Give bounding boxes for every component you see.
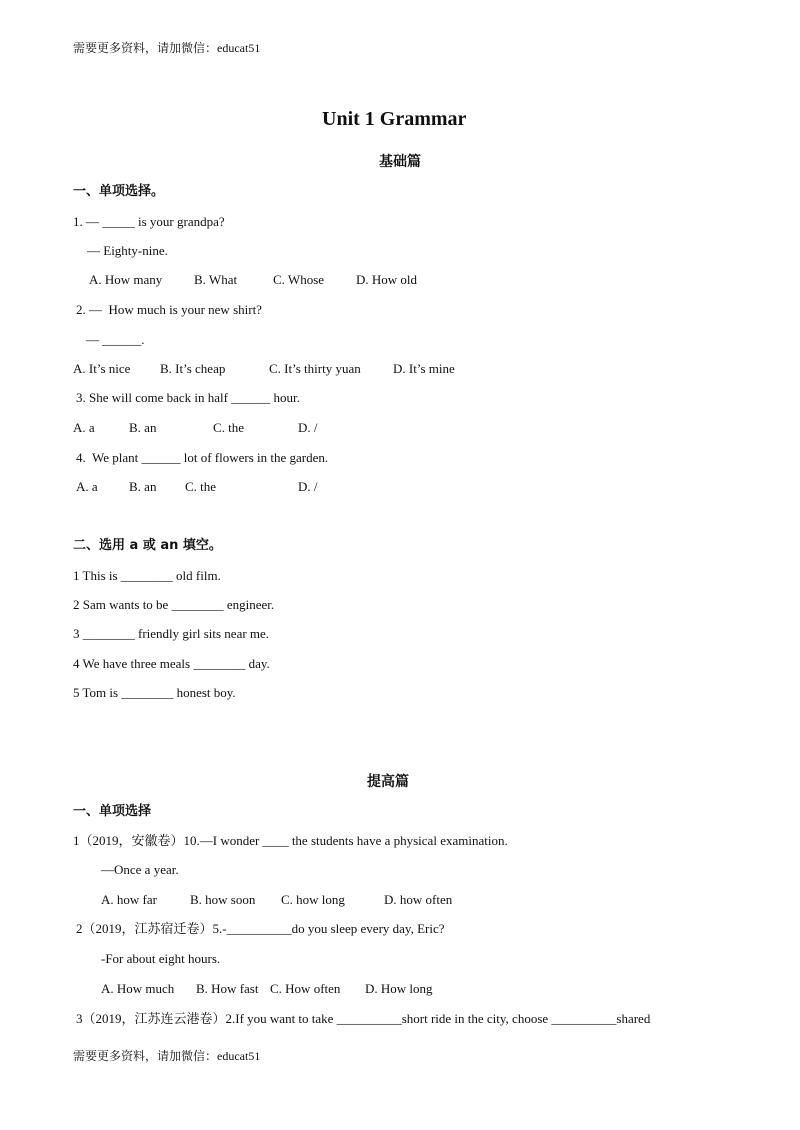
option-a: A. a [73,420,95,435]
question-answer: —Once a year. [101,862,179,877]
option-d: D. How old [356,272,418,287]
basic-part1-heading: 一、单项选择。 [73,184,165,199]
option-c: C. the [213,420,245,435]
option-c: C. the [185,479,217,494]
question-stem: 1（2019，安徽卷）10.—I wonder ____ the students have a physical examination. [73,833,508,848]
option-a: A. How many [89,272,163,287]
option-a: A. It’s nice [73,361,131,376]
question-answer: — ______. [86,332,145,347]
option-d: D. / [298,420,318,435]
advanced-section-heading: 提高篇 [367,774,409,790]
option-a: A. How much [101,981,175,996]
page-title: Unit 1 Grammar [322,108,467,130]
question-stem: 3. She will come back in half ______ hour. [76,390,300,405]
question-stem: 3（2019，江苏连云港卷）2.If you want to take __________short ride in the city, choose __________shared [76,1011,651,1026]
option-b: B. an [129,479,157,494]
option-c: C. how long [281,892,345,907]
option-c: C. How often [270,981,341,996]
fill-in-item: 1 This is ________ old film. [73,568,221,583]
question-stem: 2（2019，江苏宿迁卷）5.-__________do you sleep every day, Eric? [76,921,445,936]
option-b: B. What [194,272,238,287]
fill-in-item: 5 Tom is ________ honest boy. [73,685,236,700]
page-header: 需要更多资料，请加微信：educat51 [73,41,261,55]
fill-in-item: 2 Sam wants to be ________ engineer. [73,597,275,612]
option-d: D. / [298,479,318,494]
option-b: B. How fast [196,981,259,996]
fill-in-item: 4 We have three meals ________ day. [73,656,270,671]
option-d: D. It’s mine [393,361,455,376]
option-c: C. It’s thirty yuan [269,361,361,376]
basic-section-heading: 基础篇 [379,154,421,170]
advanced-part1-heading: 一、单项选择 [73,804,152,819]
option-b: B. It’s cheap [160,361,226,376]
option-b: B. an [129,420,157,435]
option-d: D. how often [384,892,453,907]
question-answer: -For about eight hours. [101,951,221,966]
question-answer: — Eighty-nine. [87,243,168,258]
basic-part2-heading: 二、选用 a 或 an 填空。 [73,538,222,553]
option-b: B. how soon [190,892,256,907]
option-c: C. Whose [273,272,325,287]
question-stem: 2. — How much is your new shirt? [76,302,262,317]
question-stem: 4. We plant ______ lot of flowers in the garden. [76,450,329,465]
option-a: A. how far [101,892,157,907]
option-d: D. How long [365,981,433,996]
fill-in-item: 3 ________ friendly girl sits near me. [73,626,270,641]
page-footer: 需要更多资料，请加微信：educat51 [73,1049,261,1063]
option-a: A. a [76,479,98,494]
question-stem: 1. — _____ is your grandpa? [73,214,225,229]
